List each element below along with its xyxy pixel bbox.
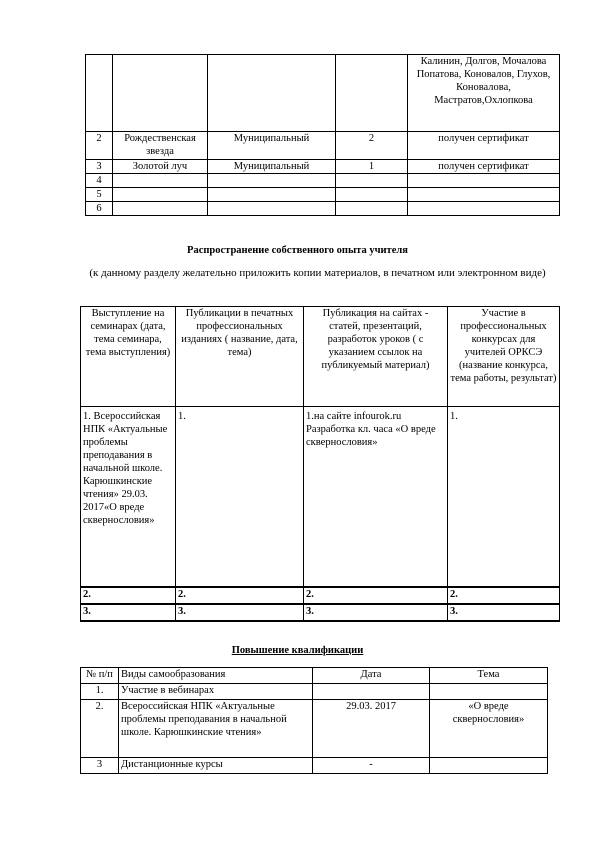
cell-result: [408, 174, 560, 188]
cell-date: -: [313, 758, 430, 774]
olympiad-table: [85, 54, 560, 216]
cell-topic: [430, 684, 548, 700]
cell-num: 1.: [81, 684, 119, 700]
header-contests: Участие в профессиональных конкурсах для учителей ОРКСЭ (название конкурса, тема работы, результат): [448, 307, 560, 407]
experience-table: [80, 306, 560, 622]
header-web-publications: Публикация на сайтах - статей, презентаций, разработок уроков ( с указанием ссылок на публикуемый материал): [304, 307, 448, 407]
table-row: [86, 188, 560, 202]
cell-num: 2: [86, 132, 113, 160]
cell-num: [86, 55, 113, 132]
cell-num: 2.: [81, 700, 119, 758]
table-row: [81, 604, 560, 621]
cell-topic: «О вреде сквернословия»: [430, 700, 548, 758]
table-row: [81, 700, 548, 758]
header-topic: Тема: [430, 668, 548, 684]
cell-level: [208, 174, 336, 188]
cell-count: [336, 188, 408, 202]
table-row: [86, 174, 560, 188]
cell-print-1: 1.: [176, 407, 304, 587]
cell-date: [313, 684, 430, 700]
cell-seminar-2: 2.: [81, 587, 176, 604]
section-note: (к данному разделу желательно приложить копии материалов, в печатном или электронном виде): [89, 267, 546, 279]
cell-print-2: 2.: [176, 587, 304, 604]
cell-name: [113, 188, 208, 202]
table-header-row: [81, 307, 560, 407]
cell-count: [336, 202, 408, 216]
cell-count: 1: [336, 160, 408, 174]
cell-contest-2: 2.: [448, 587, 560, 604]
table-row: [81, 758, 548, 774]
cell-date: 29.03. 2017: [313, 700, 430, 758]
cell-count: [336, 55, 408, 132]
header-kind: Виды самообразования: [119, 668, 313, 684]
cell-level: [208, 188, 336, 202]
cell-level: [208, 202, 336, 216]
header-print-publications: Публикации в печатных профессиональных изданиях ( название, дата, тема): [176, 307, 304, 407]
cell-name: [113, 202, 208, 216]
cell-print-3: 3.: [176, 604, 304, 621]
table-row: [81, 587, 560, 604]
cell-contest-3: 3.: [448, 604, 560, 621]
cell-count: [336, 174, 408, 188]
cell-result: Калинин, Долгов, Мочалова Попатова, Коновалов, Глухов, Коновалова, Мастратов,Охлопкова: [408, 55, 560, 132]
cell-kind: Всероссийская НПК «Актуальные проблемы преподавания в начальной школе. Карюшкинские чтения»: [119, 700, 313, 758]
cell-num: 3: [86, 160, 113, 174]
section-title-experience: Распространение собственного опыта учителя: [187, 245, 408, 256]
table-row: [86, 202, 560, 216]
cell-level: Муниципальный: [208, 160, 336, 174]
qualification-table: [80, 667, 548, 774]
cell-name: Золотой луч: [113, 160, 208, 174]
cell-count: 2: [336, 132, 408, 160]
cell-web-1: 1.на сайте infourok.ru Разработка кл. часа «О вреде сквернословия»: [304, 407, 448, 587]
cell-web-3: 3.: [304, 604, 448, 621]
table-row: [81, 407, 560, 587]
cell-level: [208, 55, 336, 132]
header-seminars: Выступление на семинарах (дата, тема семинара, тема выступления): [81, 307, 176, 407]
cell-web-2: 2.: [304, 587, 448, 604]
header-num: № п/п: [81, 668, 119, 684]
cell-num: 6: [86, 202, 113, 216]
cell-kind: Участие в вебинарах: [119, 684, 313, 700]
cell-topic: [430, 758, 548, 774]
cell-result: [408, 188, 560, 202]
cell-num: 5: [86, 188, 113, 202]
cell-seminar-1: 1. Всероссийская НПК «Актуальные проблемы преподавания в начальной школе. Карюшкинские чтения» 29.03. 2017«О вреде сквернословия»: [81, 407, 176, 587]
table-row: [86, 55, 560, 132]
cell-num: 3: [81, 758, 119, 774]
table-row: [86, 132, 560, 160]
cell-level: Муниципальный: [208, 132, 336, 160]
cell-kind: Дистанционные курсы: [119, 758, 313, 774]
header-date: Дата: [313, 668, 430, 684]
cell-num: 4: [86, 174, 113, 188]
cell-result: получен сертификат: [408, 132, 560, 160]
section-title-qualification: Повышение квалификации: [231, 645, 364, 656]
cell-name: [113, 55, 208, 132]
table-row: [86, 160, 560, 174]
table-row: [81, 684, 548, 700]
cell-name: [113, 174, 208, 188]
table-header-row: [81, 668, 548, 684]
cell-result: [408, 202, 560, 216]
cell-result: получен сертификат: [408, 160, 560, 174]
cell-contest-1: 1.: [448, 407, 560, 587]
cell-name: Рождественская звезда: [113, 132, 208, 160]
cell-seminar-3: 3.: [81, 604, 176, 621]
